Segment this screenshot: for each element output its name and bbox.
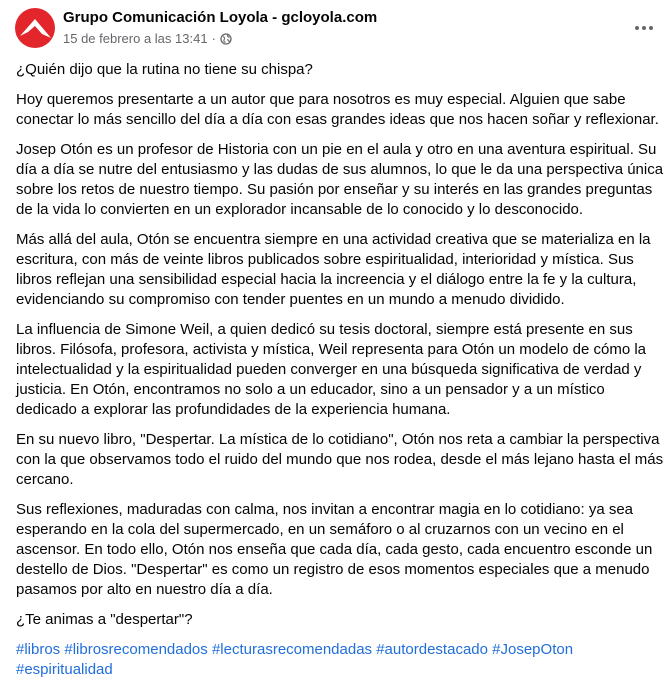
post-body — [16, 60, 664, 690]
more-options-button[interactable] — [628, 12, 660, 44]
hashtag-libros[interactable]: #libros — [16, 641, 61, 658]
hashtag-list — [16, 640, 664, 680]
avatar[interactable] — [15, 8, 55, 48]
post-paragraph: Más allá del aula, Otón se encuentra siempre en una actividad creativa que se materializa en la escritura, con más de veinte libros publicados sobre espiritualidad, interioridad y mística. Sus libros reflejan una sensibilidad especial hacia la increencia y el diálogo entre la fe y la cultura, evidenciando su compromiso con tender puentes en un mundo a menudo dividido. — [16, 231, 651, 308]
post-paragraph: Sus reflexiones, maduradas con calma, nos invitan a encontrar magia en lo cotidiano: ya sea esperando en la cola del supermercado, en un semáforo o al cruzarnos con un vecino en el ascensor. En todo ello, Otón nos enseña que cada día, cada gesto, cada encuentro esconde un destello de Dios. "Despertar" es como un registro de esos momentos especiales que a menudo pasamos por alto en nuestro día a día. — [16, 501, 653, 598]
hashtag-espiritualidad[interactable]: #espiritualidad — [16, 661, 113, 678]
post-paragraph: Josep Otón es un profesor de Historia con un pie en el aula y otro en una aventura espiritual. Su día a día se nutre del entusiasmo y las dudas de sus alumnos, lo que le da una perspectiva única sobre los retos de nuestro tiempo. Su pasión por enseñar y su interés en las grandes preguntas de la vida lo convierten en un explorador incansable de lo conocido y lo desconocido. — [16, 141, 664, 218]
post-meta — [63, 31, 232, 46]
post-paragraph: En su nuevo libro, "Despertar. La mística de lo cotidiano", Otón nos reta a cambiar la perspectiva con la que observamos todo el ruido del mundo que nos rodea, desde el más lejano hasta el más cercano. — [16, 431, 664, 488]
post-paragraph: ¿Quién dijo que la rutina no tiene su chispa? — [16, 61, 313, 78]
post-paragraph: ¿Te animas a "despertar"? — [16, 611, 193, 628]
meta-separator: · — [211, 31, 216, 46]
hashtag-librosrecomendados[interactable]: #librosrecomendados — [64, 641, 208, 658]
brand-logo-icon — [15, 8, 55, 48]
globe-icon[interactable] — [220, 33, 232, 45]
post-header — [0, 0, 672, 56]
post-paragraph: Hoy queremos presentarte a un autor que para nosotros es muy especial. Alguien que sabe conectar lo más sencillo del día a día con esas grandes ideas que nos hacen soñar y reflexionar. — [16, 91, 659, 128]
post-timestamp[interactable]: 15 de febrero a las 13:41 — [63, 31, 208, 46]
post-author[interactable]: Grupo Comunicación Loyola - gcloyola.com — [63, 9, 378, 26]
post-paragraph: La influencia de Simone Weil, a quien dedicó su tesis doctoral, siempre está presente en sus libros. Filósofa, profesora, activista y mística, Weil representa para Otón un modelo de cómo la intelectualidad y la espiritualidad pueden converger en una búsqueda significativa de verdad y justicia. En Otón, encontramos no solo a un educador, sino a un pensador y a un místico dedicado a explorar las profundidades de la experiencia humana. — [16, 321, 647, 418]
hashtag-autordestacado[interactable]: #autordestacado — [376, 641, 488, 658]
hashtag-josepoton[interactable]: #JosepOton — [492, 641, 574, 658]
hashtag-lecturasrecomendadas[interactable]: #lecturasrecomendadas — [211, 641, 373, 658]
more-options-icon — [634, 25, 654, 31]
